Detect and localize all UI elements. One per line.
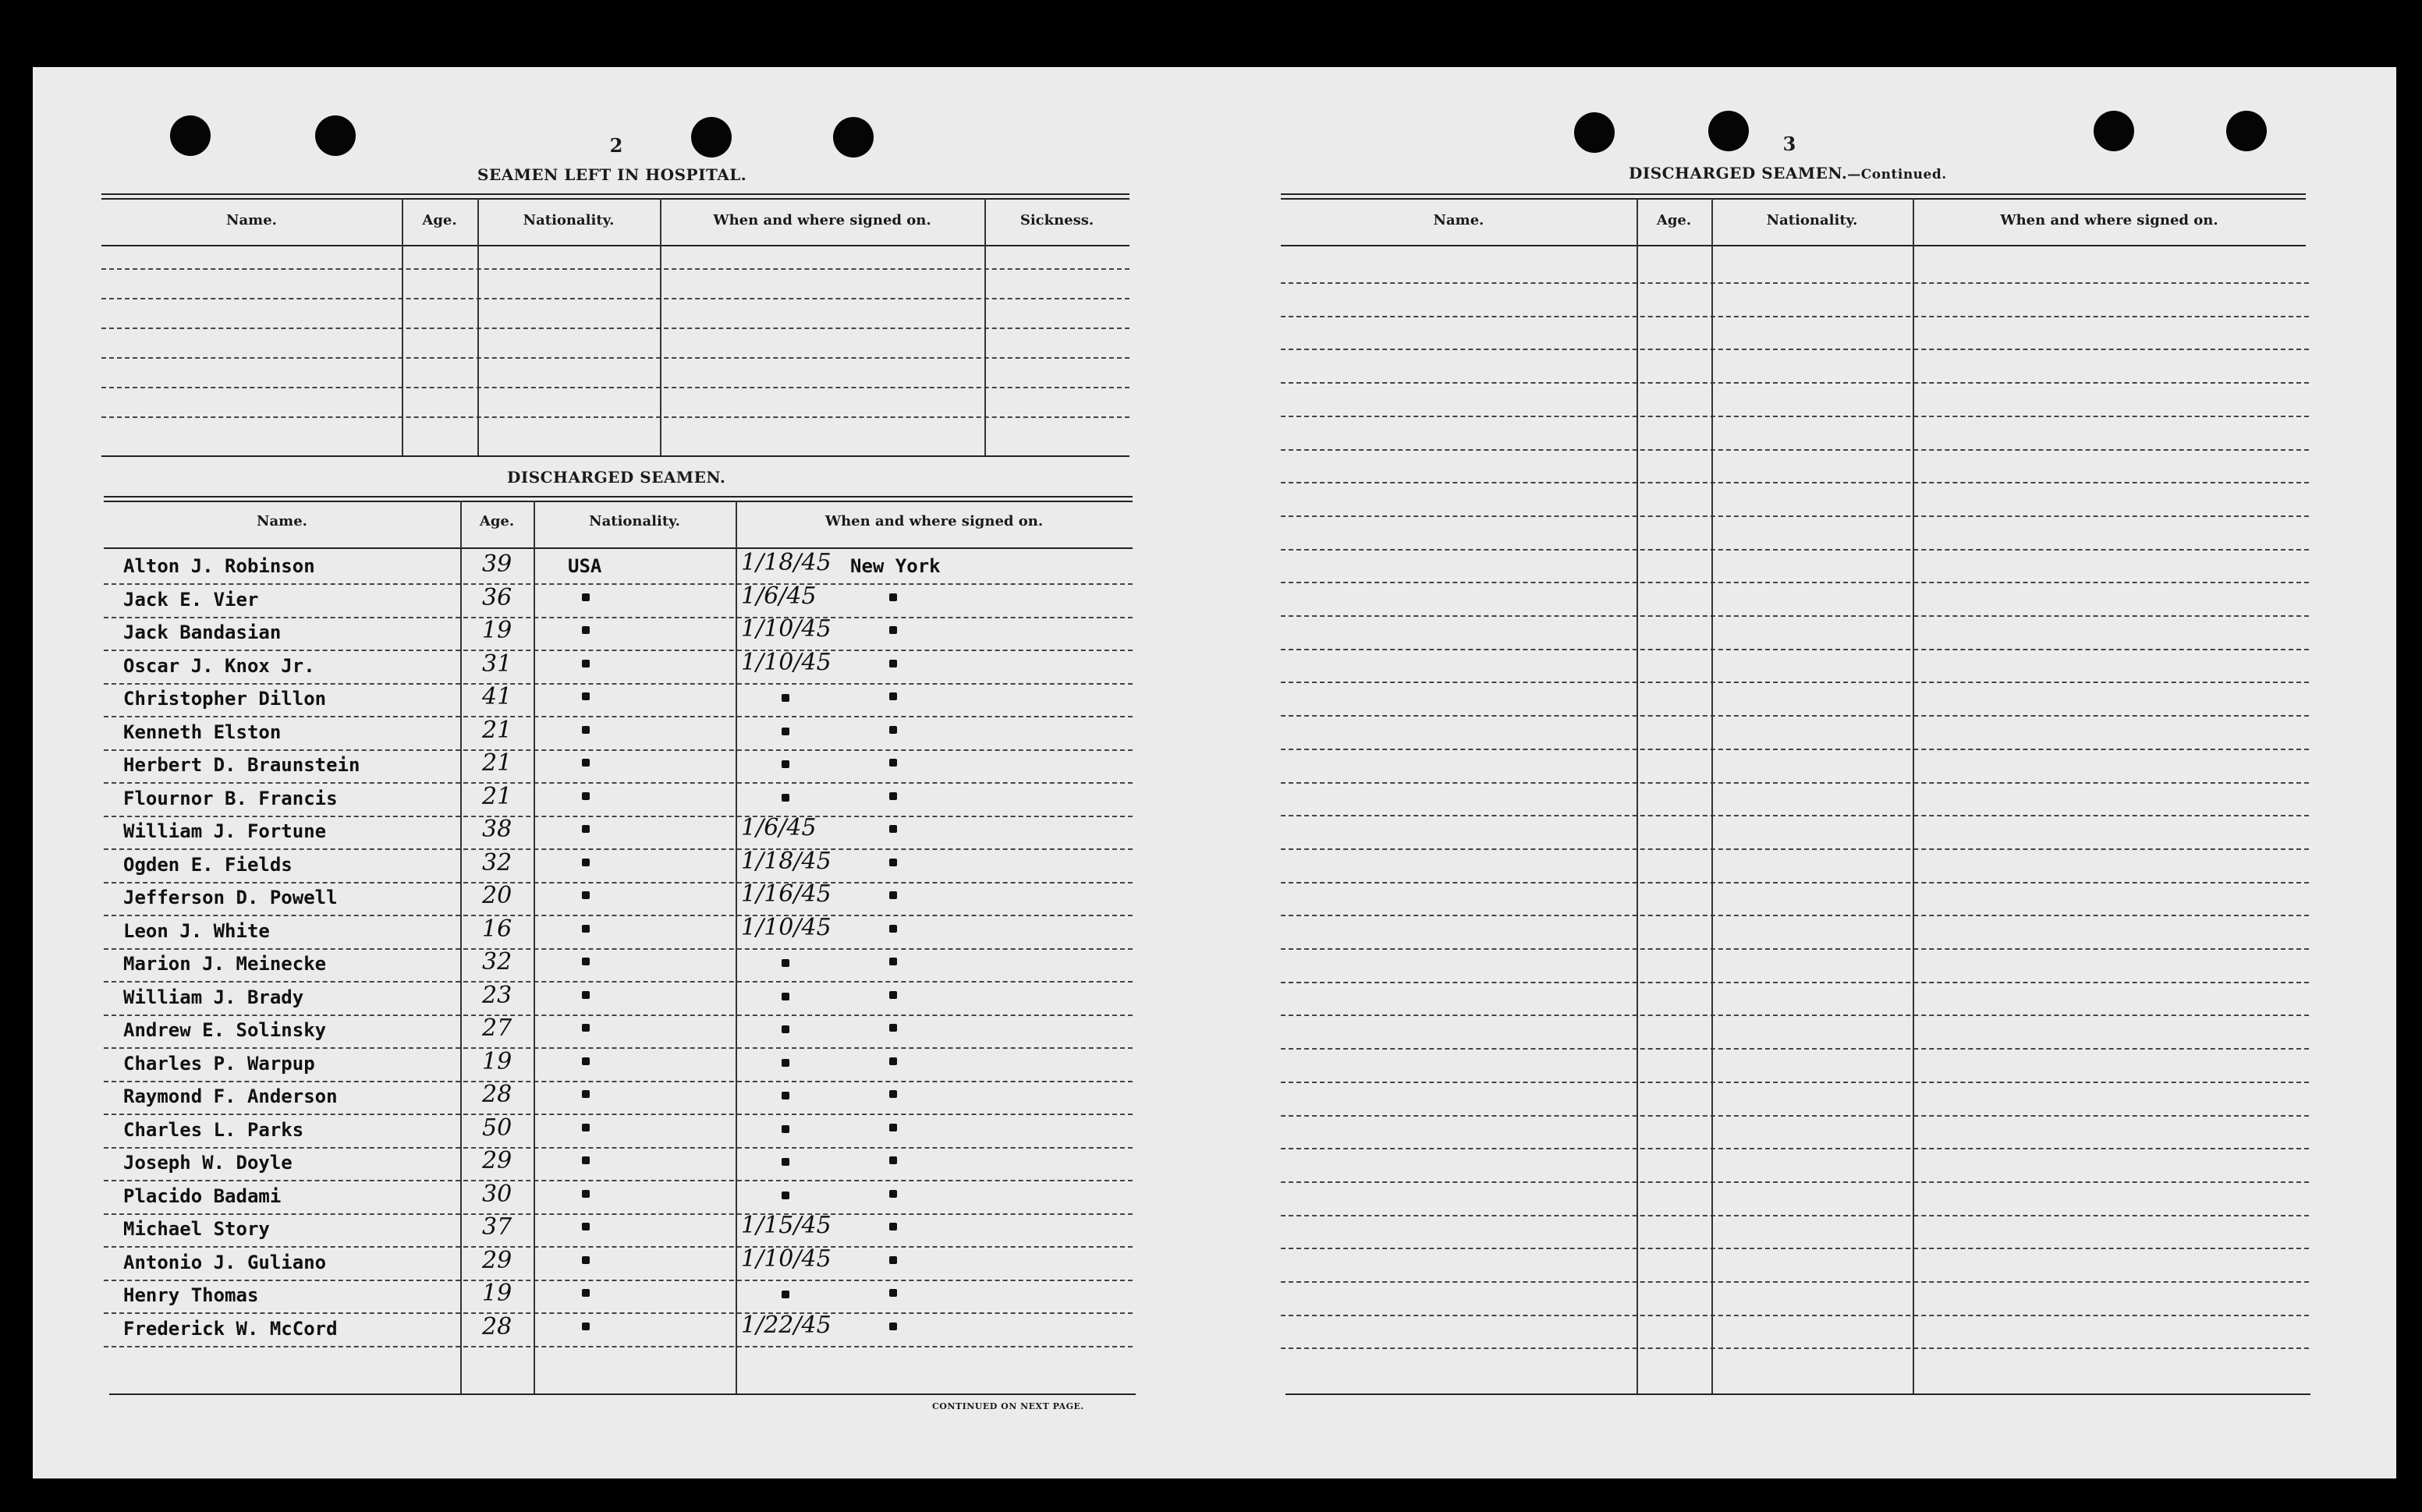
- seaman-name: Joseph W. Doyle: [123, 1152, 293, 1174]
- ditto-mark: [582, 759, 590, 767]
- seaman-name: Ogden E. Fields: [123, 853, 293, 876]
- punch-hole: [2226, 111, 2267, 151]
- ditto-mark: [889, 660, 897, 667]
- column-header: Age.: [422, 212, 457, 228]
- ditto-mark: [889, 925, 897, 933]
- dashed-ruling-line: [1281, 449, 2309, 451]
- dashed-ruling-line: [104, 716, 1133, 717]
- seaman-name: Alton J. Robinson: [123, 555, 315, 577]
- ditto-mark: [582, 792, 590, 800]
- punch-hole: [833, 117, 874, 158]
- seaman-age: 31: [482, 650, 512, 678]
- ditto-mark: [889, 1124, 897, 1131]
- seaman-age: 29: [482, 1246, 512, 1274]
- dashed-ruling-line: [104, 749, 1133, 751]
- seaman-age: 19: [482, 617, 512, 644]
- dashed-ruling-line: [101, 328, 1129, 329]
- ditto-mark: [782, 794, 789, 802]
- ditto-mark: [582, 660, 590, 667]
- dashed-ruling-line: [104, 1114, 1133, 1115]
- dashed-ruling-line: [104, 1213, 1133, 1215]
- ditto-mark: [582, 859, 590, 866]
- column-divider: [477, 198, 479, 455]
- seaman-age: 41: [482, 683, 512, 710]
- ditto-mark: [582, 593, 590, 601]
- seaman-age: 29: [482, 1147, 512, 1174]
- ditto-mark: [889, 1057, 897, 1065]
- ditto-mark: [889, 1289, 897, 1297]
- dashed-ruling-line: [1281, 682, 2309, 683]
- signed-on-date: 1/6/45: [741, 582, 817, 610]
- column-divider: [984, 198, 986, 455]
- right-page-title-text: DISCHARGED SEAMEN.: [1629, 164, 1848, 182]
- ditto-mark: [582, 1124, 590, 1131]
- seaman-age: 20: [482, 882, 512, 909]
- ditto-mark: [889, 759, 897, 767]
- punch-hole: [1574, 112, 1615, 153]
- page-number-left: 2: [609, 134, 623, 157]
- document-sheet: [33, 67, 2396, 1478]
- dashed-ruling-line: [104, 882, 1133, 883]
- dashed-ruling-line: [104, 1081, 1133, 1082]
- dashed-ruling-line: [104, 1047, 1133, 1049]
- dashed-ruling-line: [104, 816, 1133, 817]
- seaman-name: Flournor B. Francis: [123, 787, 338, 809]
- table-rule: [104, 501, 1133, 502]
- table-rule: [1285, 1393, 2310, 1395]
- ditto-mark: [782, 760, 789, 768]
- ditto-mark: [582, 1024, 590, 1032]
- signed-on-date: 1/16/45: [741, 880, 832, 908]
- dashed-ruling-line: [1281, 782, 2309, 784]
- dashed-ruling-line: [104, 782, 1133, 784]
- ditto-mark: [582, 692, 590, 700]
- punch-hole: [2094, 111, 2134, 151]
- table-rule: [1281, 245, 2306, 246]
- seaman-age: 37: [482, 1213, 512, 1241]
- column-header: Age.: [479, 513, 515, 529]
- seaman-name: Leon J. White: [123, 919, 270, 942]
- column-header: Nationality.: [589, 513, 680, 529]
- signed-on-date: 1/18/45: [741, 847, 832, 875]
- ditto-mark: [782, 1291, 789, 1298]
- ditto-mark: [582, 1090, 590, 1098]
- dashed-ruling-line: [104, 1180, 1133, 1181]
- ditto-mark: [782, 694, 789, 702]
- dashed-ruling-line: [104, 1246, 1133, 1248]
- dashed-ruling-line: [104, 915, 1133, 916]
- column-header: When and where signed on.: [713, 212, 931, 228]
- dashed-ruling-line: [101, 268, 1129, 270]
- ditto-mark: [889, 593, 897, 601]
- ditto-mark: [782, 993, 789, 1000]
- dashed-ruling-line: [1281, 1048, 2309, 1050]
- punch-hole: [170, 115, 211, 156]
- seaman-age: 28: [482, 1081, 512, 1108]
- signed-on-date: 1/10/45: [741, 648, 832, 676]
- seaman-age: 27: [482, 1014, 512, 1042]
- ditto-mark: [782, 1125, 789, 1133]
- dashed-ruling-line: [1281, 749, 2309, 750]
- seaman-name: Charles P. Warpup: [123, 1052, 315, 1075]
- ditto-mark: [889, 1190, 897, 1198]
- ditto-mark: [889, 825, 897, 833]
- dashed-ruling-line: [1281, 882, 2309, 883]
- column-header: Sickness.: [1020, 212, 1094, 228]
- ditto-mark: [889, 991, 897, 999]
- signed-on-date: 1/10/45: [741, 913, 832, 941]
- ditto-mark: [582, 1190, 590, 1198]
- table-rule: [101, 198, 1129, 200]
- seaman-name: Marion J. Meinecke: [123, 953, 327, 975]
- signed-on-date: 1/10/45: [741, 615, 832, 643]
- seaman-age: 16: [482, 915, 512, 943]
- column-divider: [736, 501, 737, 1393]
- ditto-mark: [582, 726, 590, 734]
- dashed-ruling-line: [1281, 482, 2309, 483]
- ditto-mark: [582, 991, 590, 999]
- dashed-ruling-line: [1281, 549, 2309, 551]
- seaman-name: Jack E. Vier: [123, 588, 259, 611]
- table-rule: [101, 245, 1129, 246]
- discharged-section-title: DISCHARGED SEAMEN.: [507, 468, 726, 487]
- column-header: Name.: [257, 513, 307, 529]
- column-header: When and where signed on.: [2000, 212, 2218, 228]
- dashed-ruling-line: [104, 1346, 1133, 1347]
- ditto-mark: [889, 1090, 897, 1098]
- dashed-ruling-line: [104, 981, 1133, 983]
- seaman-name: Charles L. Parks: [123, 1118, 304, 1141]
- seaman-age: 28: [482, 1312, 512, 1340]
- dashed-ruling-line: [104, 583, 1133, 585]
- dashed-ruling-line: [1281, 715, 2309, 717]
- table-rule: [101, 193, 1129, 195]
- ditto-mark: [782, 959, 789, 967]
- dashed-ruling-line: [1281, 515, 2309, 517]
- dashed-ruling-line: [1281, 815, 2309, 816]
- column-header: Name.: [226, 212, 277, 228]
- seaman-name: William J. Brady: [123, 986, 304, 1008]
- ditto-mark: [582, 825, 590, 833]
- seaman-name: Frederick W. McCord: [123, 1317, 338, 1340]
- seaman-name: Michael Story: [123, 1218, 270, 1240]
- seaman-age: 50: [482, 1114, 512, 1142]
- ditto-mark: [782, 1192, 789, 1199]
- ditto-mark: [582, 626, 590, 634]
- column-header: When and where signed on.: [824, 513, 1044, 529]
- seaman-age: 39: [482, 551, 512, 578]
- dashed-ruling-line: [1281, 1014, 2309, 1016]
- seaman-age: 23: [482, 981, 512, 1009]
- dashed-ruling-line: [101, 416, 1129, 418]
- dashed-ruling-line: [1281, 948, 2309, 950]
- seaman-name: Raymond F. Anderson: [123, 1085, 338, 1107]
- ditto-mark: [782, 728, 789, 735]
- dashed-ruling-line: [1281, 349, 2309, 350]
- column-divider: [460, 501, 462, 1393]
- ditto-mark: [889, 692, 897, 700]
- punch-hole: [1708, 111, 1749, 151]
- seaman-name: Christopher Dillon: [123, 688, 327, 710]
- seaman-name: Placido Badami: [123, 1184, 282, 1207]
- ditto-mark: [889, 792, 897, 800]
- dashed-ruling-line: [1281, 1315, 2309, 1316]
- ditto-mark: [782, 1158, 789, 1166]
- seaman-nationality: USA: [568, 555, 602, 577]
- hospital-section-title: SEAMEN LEFT IN HOSPITAL.: [477, 165, 747, 184]
- dashed-ruling-line: [1281, 1215, 2309, 1216]
- seaman-name: Jefferson D. Powell: [123, 887, 338, 908]
- seaman-age: 38: [482, 816, 512, 843]
- signed-on-date: 1/15/45: [741, 1212, 832, 1239]
- signed-on-date: 1/10/45: [741, 1245, 832, 1273]
- dashed-ruling-line: [1281, 1082, 2309, 1083]
- ditto-mark: [889, 1223, 897, 1230]
- continued-note: CONTINUED ON NEXT PAGE.: [932, 1401, 1084, 1411]
- table-rule: [109, 1393, 1136, 1395]
- seaman-age: 32: [482, 948, 512, 976]
- ditto-mark: [582, 1289, 590, 1297]
- seaman-age: 30: [482, 1180, 512, 1208]
- right-page-title: [1629, 164, 1947, 182]
- dashed-ruling-line: [104, 1280, 1133, 1281]
- ditto-mark: [782, 1025, 789, 1033]
- dashed-ruling-line: [1281, 1281, 2309, 1283]
- seaman-age: 32: [482, 848, 512, 876]
- ditto-mark: [889, 1024, 897, 1032]
- signed-on-place: New York: [850, 555, 941, 577]
- ditto-mark: [782, 1092, 789, 1099]
- dashed-ruling-line: [104, 848, 1133, 850]
- seaman-name: Herbert D. Braunstein: [123, 754, 360, 776]
- punch-hole: [315, 115, 356, 156]
- seaman-name: Antonio J. Guliano: [123, 1251, 327, 1273]
- dashed-ruling-line: [104, 617, 1133, 618]
- table-rule: [104, 496, 1133, 498]
- ditto-mark: [582, 958, 590, 965]
- seaman-name: Oscar J. Knox Jr.: [123, 654, 315, 677]
- dashed-ruling-line: [1281, 382, 2309, 384]
- ditto-mark: [889, 1256, 897, 1264]
- dashed-ruling-line: [1281, 615, 2309, 617]
- seaman-age: 21: [482, 749, 512, 777]
- dashed-ruling-line: [1281, 1181, 2309, 1183]
- dashed-ruling-line: [101, 298, 1129, 299]
- ditto-mark: [582, 1057, 590, 1065]
- column-divider: [534, 501, 535, 1393]
- table-rule: [104, 547, 1133, 549]
- ditto-mark: [582, 925, 590, 933]
- dashed-ruling-line: [1281, 1347, 2309, 1349]
- seaman-name: Kenneth Elston: [123, 721, 282, 743]
- seaman-name: Jack Bandasian: [123, 621, 282, 643]
- column-header: Nationality.: [523, 212, 615, 228]
- ditto-mark: [889, 891, 897, 899]
- seaman-name: Andrew E. Solinsky: [123, 1019, 327, 1041]
- dashed-ruling-line: [101, 357, 1129, 359]
- ditto-mark: [582, 1156, 590, 1164]
- column-header: Age.: [1656, 212, 1692, 228]
- dashed-ruling-line: [1281, 316, 2309, 317]
- dashed-ruling-line: [1281, 1115, 2309, 1117]
- seaman-age: 21: [482, 782, 512, 810]
- signed-on-date: 1/18/45: [741, 549, 832, 576]
- column-divider: [660, 198, 661, 455]
- column-divider: [402, 198, 403, 455]
- seaman-name: Henry Thomas: [123, 1284, 259, 1306]
- column-divider: [1637, 198, 1638, 1393]
- ditto-mark: [582, 891, 590, 899]
- column-header: Nationality.: [1766, 212, 1858, 228]
- signed-on-date: 1/22/45: [741, 1311, 832, 1339]
- dashed-ruling-line: [1281, 649, 2309, 650]
- dashed-ruling-line: [1281, 582, 2309, 583]
- seaman-age: 36: [482, 583, 512, 611]
- seaman-age: 19: [482, 1047, 512, 1075]
- ditto-mark: [889, 859, 897, 866]
- column-divider: [1913, 198, 1914, 1393]
- punch-hole: [691, 117, 732, 158]
- dashed-ruling-line: [1281, 982, 2309, 983]
- right-page-title-suffix: —Continued.: [1847, 167, 1947, 182]
- signed-on-date: 1/6/45: [741, 814, 817, 841]
- seaman-name: William J. Fortune: [123, 820, 327, 842]
- ditto-mark: [889, 958, 897, 965]
- dashed-ruling-line: [104, 1014, 1133, 1016]
- ditto-mark: [582, 1323, 590, 1330]
- ditto-mark: [582, 1223, 590, 1230]
- dashed-ruling-line: [1281, 416, 2309, 417]
- dashed-ruling-line: [1281, 1248, 2309, 1249]
- dashed-ruling-line: [1281, 282, 2309, 284]
- ditto-mark: [889, 726, 897, 734]
- dashed-ruling-line: [104, 683, 1133, 685]
- column-divider: [1711, 198, 1713, 1393]
- dashed-ruling-line: [1281, 1148, 2309, 1149]
- ditto-mark: [782, 1059, 789, 1067]
- table-rule: [1281, 193, 2306, 195]
- seaman-age: 21: [482, 716, 512, 744]
- dashed-ruling-line: [101, 387, 1129, 388]
- ditto-mark: [582, 1256, 590, 1264]
- column-header: Name.: [1433, 212, 1484, 228]
- dashed-ruling-line: [104, 1147, 1133, 1149]
- page-number-right: 3: [1782, 133, 1796, 155]
- ditto-mark: [889, 1156, 897, 1164]
- dashed-ruling-line: [104, 1312, 1133, 1314]
- seaman-age: 19: [482, 1280, 512, 1307]
- dashed-ruling-line: [1281, 848, 2309, 850]
- dashed-ruling-line: [104, 948, 1133, 950]
- table-rule: [101, 455, 1129, 457]
- ditto-mark: [889, 626, 897, 634]
- ditto-mark: [889, 1323, 897, 1330]
- dashed-ruling-line: [1281, 915, 2309, 916]
- dashed-ruling-line: [104, 650, 1133, 651]
- table-rule: [1281, 198, 2306, 200]
